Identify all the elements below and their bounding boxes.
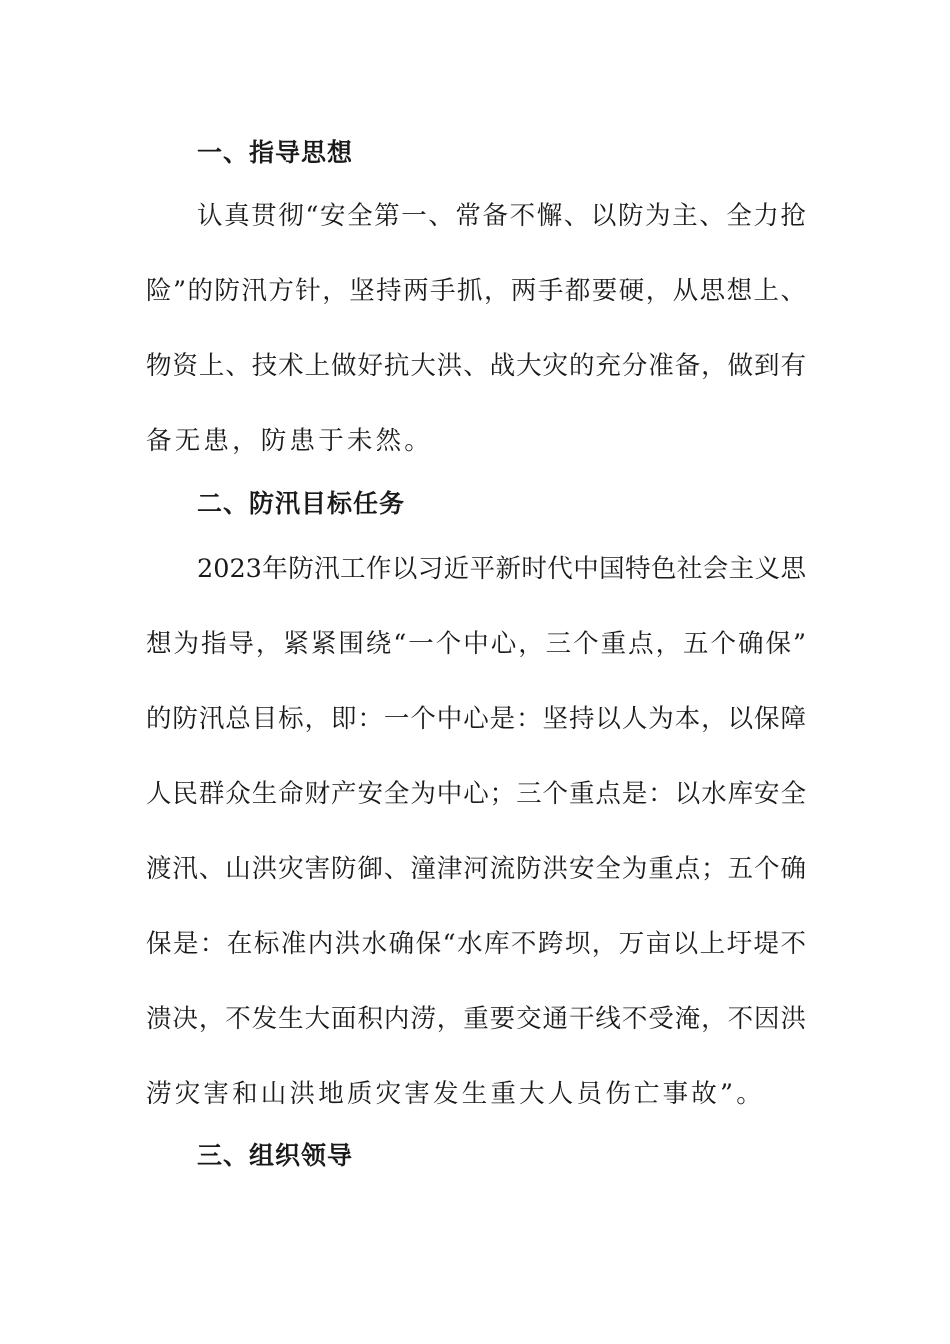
paragraph-line: 险”的防汛方针，坚持两手抓，两手都要硬，从思想上、 bbox=[146, 276, 806, 306]
paragraph-line: 物资上、技术上做好抗大洪、战大灾的充分准备，做到有 bbox=[146, 351, 806, 381]
paragraph-line: 渡汛、山洪灾害防御、潼津河流防洪安全为重点；五个确 bbox=[146, 854, 806, 884]
paragraph-line: 认真贯彻“安全第一、常备不懈、以防为主、全力抢 bbox=[197, 201, 806, 231]
paragraph-line: 人民群众生命财产安全为中心；三个重点是：以水库安全 bbox=[146, 779, 806, 809]
paragraph-line: 想为指导，紧紧围绕“一个中心，三个重点，五个确保” bbox=[146, 629, 806, 659]
paragraph-line: 溃决，不发生大面积内涝，重要交通干线不受淹，不因洪 bbox=[146, 1004, 806, 1034]
paragraph-line: 2023年防汛工作以习近平新时代中国特色社会主义思 bbox=[197, 554, 806, 584]
section-heading-organization: 三、组织领导 bbox=[197, 1141, 354, 1170]
paragraph-line: 保是：在标准内洪水确保“水库不跨坝，万亩以上圩堤不 bbox=[146, 929, 806, 959]
section-heading-flood-targets: 二、防汛目标任务 bbox=[197, 489, 406, 518]
section-heading-guiding-thought: 一、指导思想 bbox=[197, 138, 354, 167]
paragraph-line: 的防汛总目标，即：一个中心是：坚持以人为本，以保障 bbox=[146, 704, 806, 734]
paragraph-line: 备无患，防患于未然。 bbox=[146, 426, 434, 456]
paragraph-line: 涝灾害和山洪地质灾害发生重大人员伤亡事故”。 bbox=[146, 1079, 765, 1109]
